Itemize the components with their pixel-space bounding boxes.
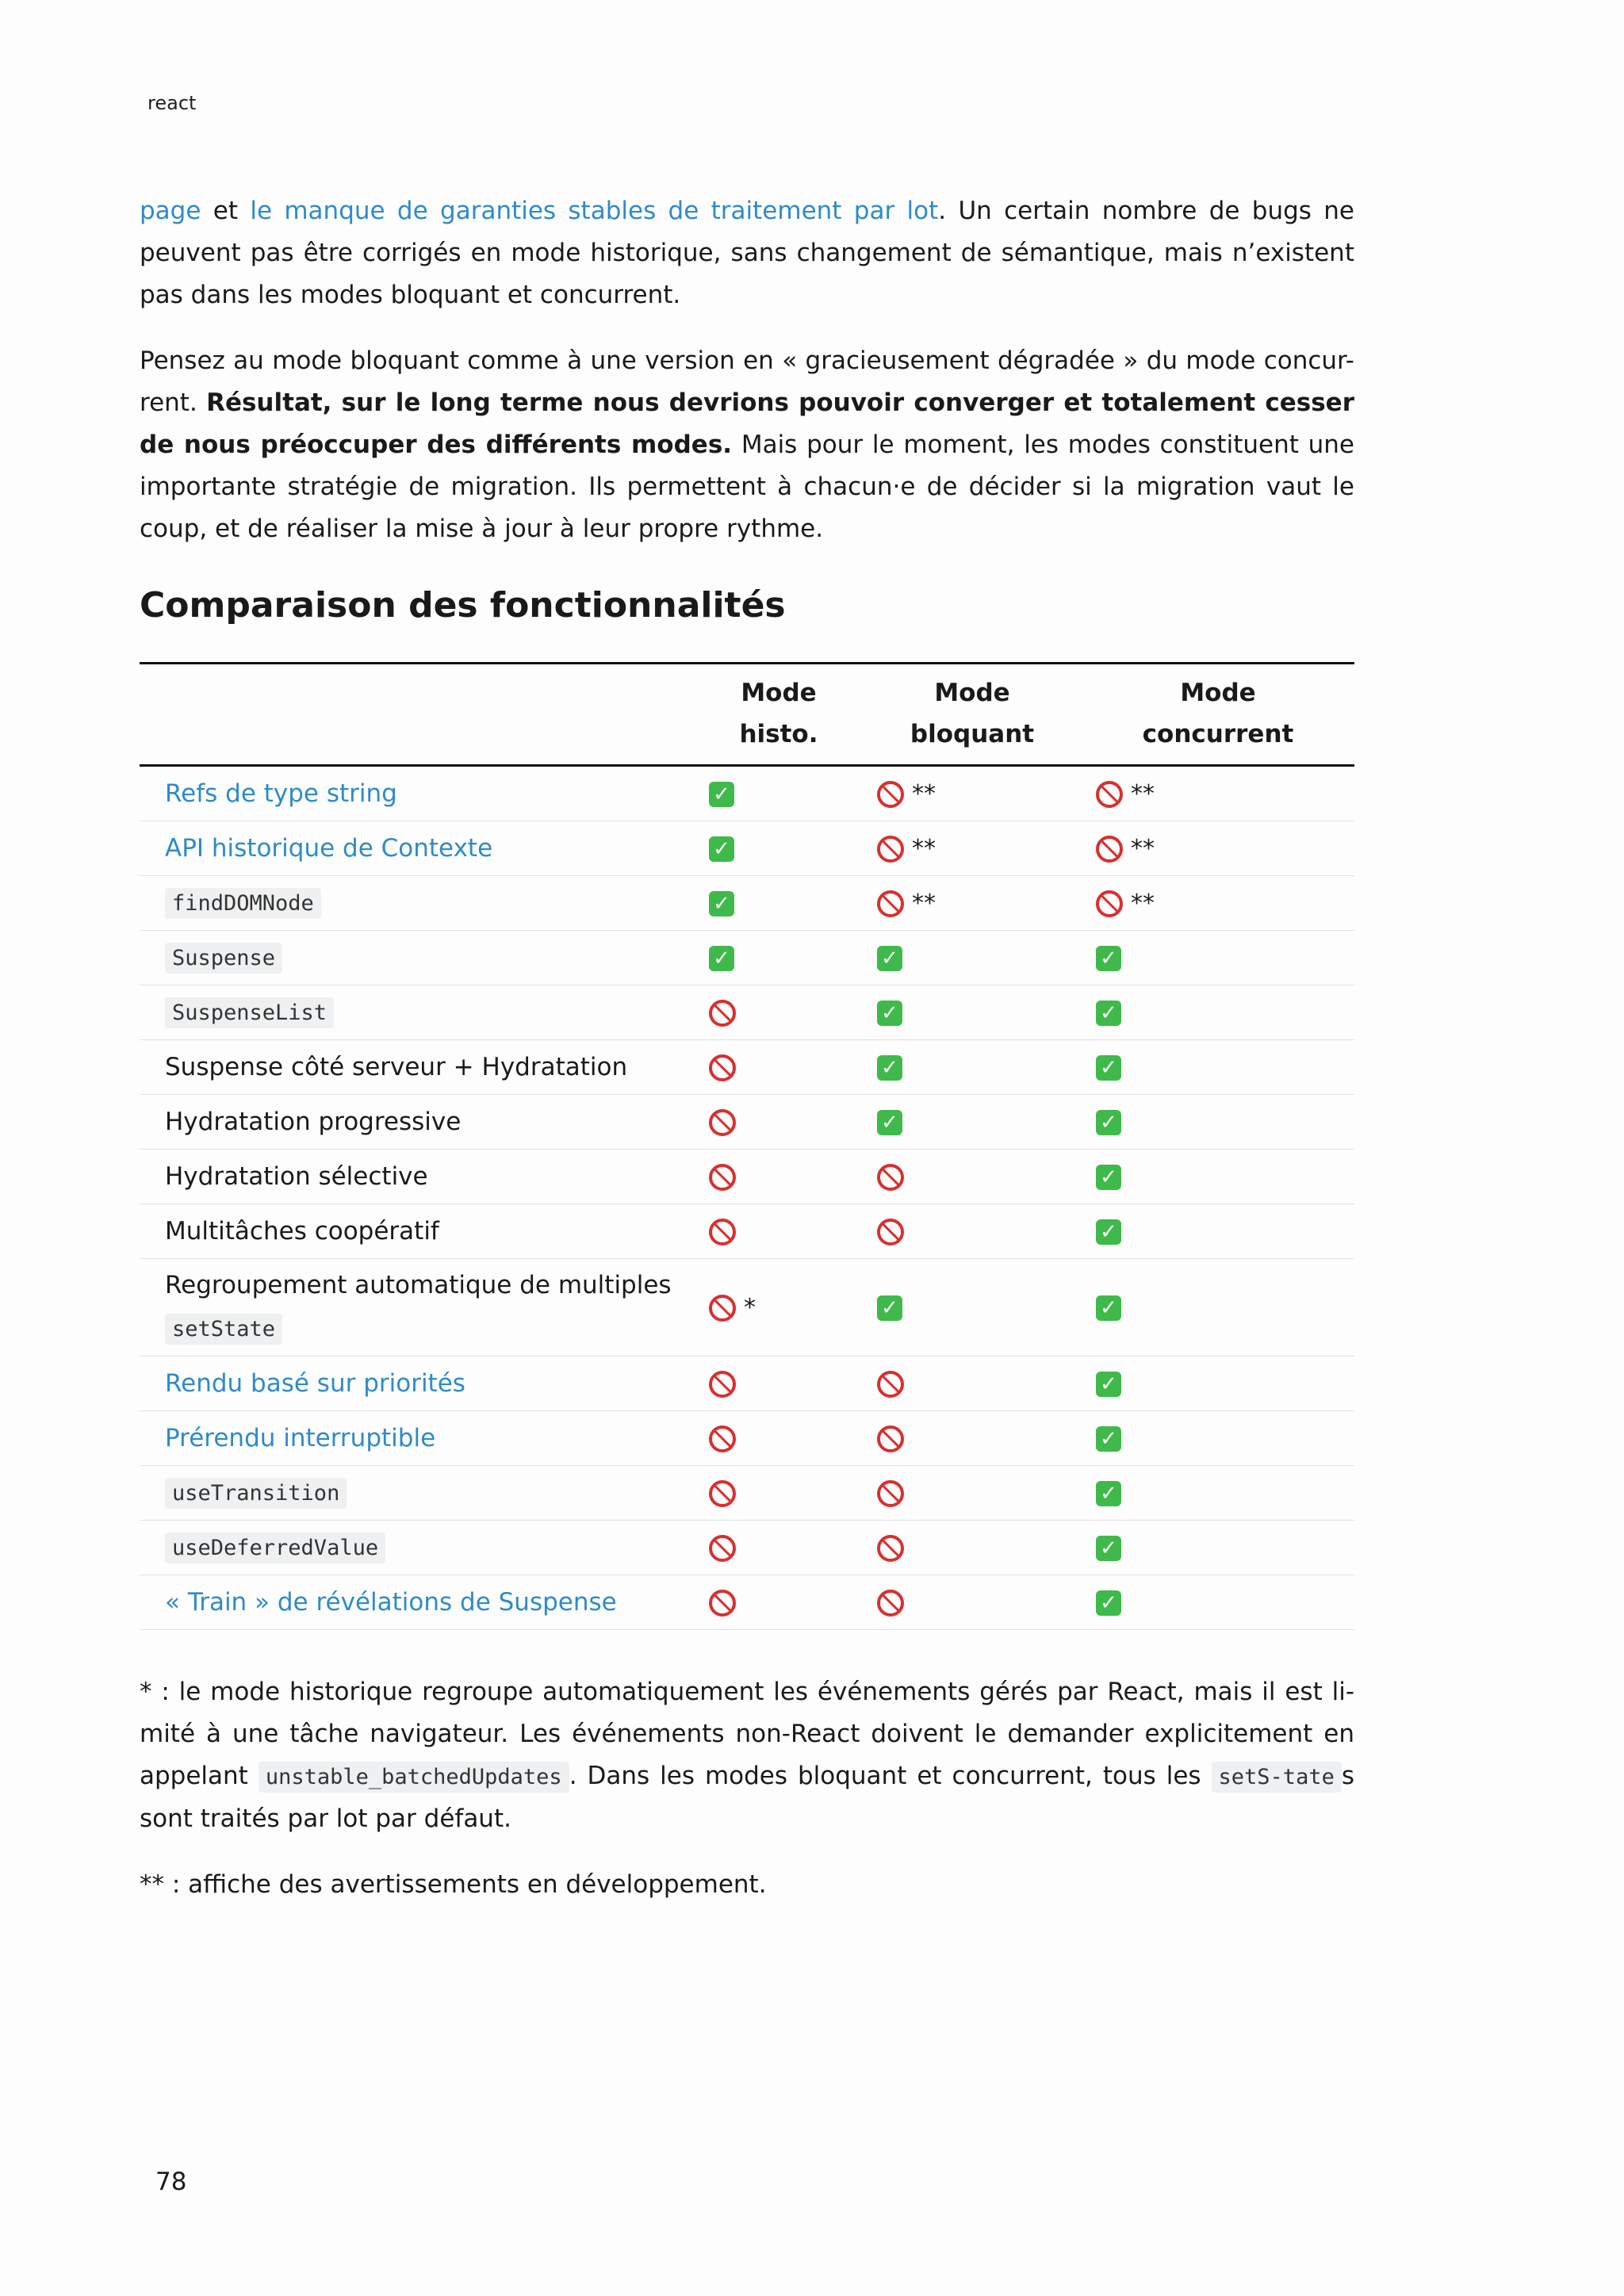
support-cell (1082, 985, 1354, 1039)
feature-name-cell (140, 1520, 695, 1575)
support-cell (863, 1203, 1082, 1258)
table-row (140, 1039, 1354, 1094)
support-cell (1082, 1575, 1354, 1629)
support-cell (695, 875, 863, 930)
feature-code-label: Suspense (165, 943, 282, 974)
prohibited-icon (709, 1425, 736, 1452)
feature-label: Regroupement automatique de multiples (165, 1270, 672, 1299)
table-row (140, 1094, 1354, 1149)
check-icon: ✓ (1096, 1219, 1121, 1245)
support-cell (695, 765, 863, 821)
header-feature-column (140, 663, 695, 765)
table-row (140, 875, 1354, 930)
table-row (140, 1203, 1354, 1258)
prohibited-icon (709, 1371, 736, 1398)
support-cell (1082, 1258, 1354, 1356)
check-icon: ✓ (1096, 1110, 1121, 1135)
feature-name-cell (140, 1203, 695, 1258)
check-icon: ✓ (709, 836, 734, 862)
code-unstable-batched-updates: unstable_batchedUpdates (259, 1762, 569, 1793)
feature-link[interactable]: API historique de Contexte (165, 833, 493, 863)
table-row (140, 1258, 1354, 1356)
footnote-marker: ** (1131, 835, 1155, 863)
feature-label: Hydratation progressive (165, 1107, 462, 1136)
feature-label: Multitâches coopératif (165, 1216, 439, 1246)
support-cell (863, 765, 1082, 821)
support-cell (863, 930, 1082, 985)
intro-bold-text: Résultat, sur le long terme nous devrions pouvoir converger et totalement cesser de nous préoccuper des différents modes. (140, 388, 1354, 459)
support-cell (1082, 1356, 1354, 1410)
support-cell (695, 1094, 863, 1149)
support-cell (863, 985, 1082, 1039)
support-cell (863, 1039, 1082, 1094)
prohibited-icon (1096, 890, 1123, 917)
prohibited-icon (1096, 781, 1123, 808)
prohibited-icon (877, 890, 904, 917)
footnote-single-star: * : le mode historique regroupe automatiquement les événements gérés par React, mais il est li-mité à une tâche navigateur. Les événements non-React doivent le demander explicitement en appelant unstable_batchedUpdates . Dans les modes bloquant et concurrent, tous les setS-tate s sont traités par lot par défaut. (140, 1677, 1354, 1833)
support-cell (863, 1149, 1082, 1203)
check-icon: ✓ (877, 1295, 902, 1321)
check-icon: ✓ (1096, 1426, 1121, 1452)
feature-label: Suspense côté serveur + Hydratation (165, 1052, 628, 1081)
support-cell (863, 1094, 1082, 1149)
table-row (140, 1520, 1354, 1575)
intro-text: . Un certain nombre de bugs ne peuvent pas être corrigés en mode historique, sans changement de sémantique, mais n’existent pas dans les modes bloquant et concurrent. (140, 197, 1355, 309)
intro-text: Mais pour le moment, les modes constituent une importante stratégie de migration. Ils permettent à chacun·e de décider si la migration vaut le coup, et de réaliser la mise à jour à leur propre rythme. (140, 430, 1355, 543)
support-cell (695, 1465, 863, 1520)
check-icon: ✓ (1096, 1590, 1121, 1616)
prohibited-icon (877, 1590, 904, 1617)
support-cell (1082, 1149, 1354, 1203)
feature-name-cell (140, 1356, 695, 1410)
prohibited-icon (709, 1000, 736, 1027)
support-cell (1082, 875, 1354, 930)
feature-code-label: useDeferredValue (165, 1533, 385, 1563)
support-cell (1082, 1203, 1354, 1258)
footnote-marker: ** (912, 780, 936, 809)
footnotes (140, 1671, 1354, 1906)
feature-code-label: SuspenseList (165, 997, 334, 1028)
link-batching-guarantees[interactable]: le manque de garanties stables de traitement par lot (250, 197, 939, 225)
check-icon: ✓ (877, 1055, 902, 1081)
support-cell (1082, 1039, 1354, 1094)
support-cell (695, 1410, 863, 1465)
feature-name-cell (140, 930, 695, 985)
support-cell (695, 985, 863, 1039)
support-cell (1082, 1520, 1354, 1575)
link-page[interactable]: page (140, 197, 201, 225)
prohibited-icon (877, 1164, 904, 1191)
header-concurrent-mode: Mode concurrent (1082, 663, 1354, 765)
feature-name-cell (140, 1039, 695, 1094)
check-icon: ✓ (877, 946, 902, 971)
feature-label: Hydratation sélective (165, 1161, 428, 1191)
feature-name-cell (140, 1465, 695, 1520)
feature-name-cell (140, 985, 695, 1039)
footnote-marker: * (744, 1294, 756, 1322)
support-cell (695, 1258, 863, 1356)
support-cell (695, 821, 863, 875)
table-row (140, 1410, 1354, 1465)
prohibited-icon (709, 1295, 736, 1322)
support-cell (863, 821, 1082, 875)
prohibited-icon (709, 1535, 736, 1562)
table-row (140, 985, 1354, 1039)
support-cell (863, 1356, 1082, 1410)
header-blocking-mode: Mode bloquant (863, 663, 1082, 765)
check-icon: ✓ (709, 946, 734, 971)
prohibited-icon (877, 1371, 904, 1398)
footnote-marker: ** (1131, 780, 1155, 809)
prohibited-icon (877, 1480, 904, 1507)
page-number: 78 (155, 2168, 187, 2196)
feature-name-cell (140, 875, 695, 930)
support-cell (1082, 1410, 1354, 1465)
support-cell (695, 1203, 863, 1258)
feature-name-cell (140, 821, 695, 875)
support-cell (1082, 1094, 1354, 1149)
footnote-marker: ** (1131, 890, 1155, 918)
intro-text: et (201, 197, 251, 225)
table-row (140, 1465, 1354, 1520)
prohibited-icon (877, 781, 904, 808)
prohibited-icon (877, 836, 904, 863)
feature-code-label: setState (165, 1314, 282, 1345)
table-row (140, 1149, 1354, 1203)
check-icon: ✓ (1096, 1372, 1121, 1397)
feature-name-cell (140, 1410, 695, 1465)
prohibited-icon (709, 1109, 736, 1136)
feature-code-label: findDOMNode (165, 888, 321, 919)
support-cell (863, 1575, 1082, 1629)
check-icon: ✓ (1096, 1055, 1121, 1081)
code-setstate: setS-tate (1212, 1762, 1342, 1793)
support-cell (1082, 821, 1354, 875)
check-icon: ✓ (877, 1001, 902, 1026)
intro-text: Pensez au mode bloquant comme à une version en « gracieusement dégradée » du mode concur-rent. (140, 346, 1354, 417)
feature-name-cell (140, 1094, 695, 1149)
support-cell (863, 875, 1082, 930)
table-row (140, 821, 1354, 875)
prohibited-icon (709, 1219, 736, 1246)
check-icon: ✓ (1096, 1001, 1121, 1026)
table-header-row (140, 663, 1354, 765)
support-cell (695, 1149, 863, 1203)
footnote-marker: ** (912, 890, 936, 918)
support-cell (695, 1356, 863, 1410)
support-cell (863, 1258, 1082, 1356)
footnote-marker: ** (912, 835, 936, 863)
feature-name-cell (140, 1149, 695, 1203)
feature-comparison-table (140, 662, 1354, 1630)
feature-name-cell (140, 1258, 695, 1356)
feature-name-cell (140, 1575, 695, 1629)
check-icon: ✓ (877, 1110, 902, 1135)
prohibited-icon (877, 1425, 904, 1452)
table-row (140, 930, 1354, 985)
feature-code-label: useTransition (165, 1478, 347, 1509)
feature-link[interactable]: Prérendu interruptible (165, 1423, 436, 1452)
check-icon: ✓ (1096, 1165, 1121, 1190)
support-cell (1082, 765, 1354, 821)
header-legacy-mode: Mode histo. (695, 663, 863, 765)
support-cell (863, 1465, 1082, 1520)
support-cell (695, 1520, 863, 1575)
page-content (140, 190, 1354, 1930)
support-cell (1082, 930, 1354, 985)
check-icon: ✓ (1096, 1536, 1121, 1561)
check-icon: ✓ (1096, 946, 1121, 971)
prohibited-icon (709, 1054, 736, 1081)
prohibited-icon (709, 1480, 736, 1507)
feature-name-cell (140, 765, 695, 821)
running-header: react (147, 92, 197, 114)
support-cell (695, 1575, 863, 1629)
check-icon: ✓ (1096, 1481, 1121, 1506)
support-cell (863, 1410, 1082, 1465)
support-cell (1082, 1465, 1354, 1520)
feature-link[interactable]: Refs de type string (165, 779, 397, 808)
intro-paragraph-1 (140, 190, 1354, 316)
feature-link[interactable]: « Train » de révélations de Suspense (165, 1587, 617, 1617)
section-title: Comparaison des fonctionnalités (140, 585, 786, 626)
feature-link[interactable]: Rendu basé sur priorités (165, 1368, 465, 1398)
prohibited-icon (877, 1219, 904, 1246)
table-row (140, 1356, 1354, 1410)
check-icon: ✓ (1096, 1295, 1121, 1321)
prohibited-icon (709, 1590, 736, 1617)
check-icon: ✓ (709, 782, 734, 807)
table-row (140, 1575, 1354, 1629)
footnote-double-star: ** : affiche des avertissements en développement. (140, 1869, 767, 1899)
table-row (140, 765, 1354, 821)
check-icon: ✓ (709, 891, 734, 916)
support-cell (695, 1039, 863, 1094)
prohibited-icon (1096, 836, 1123, 863)
prohibited-icon (709, 1164, 736, 1191)
support-cell (863, 1520, 1082, 1575)
support-cell (695, 930, 863, 985)
intro-paragraph-2 (140, 340, 1354, 550)
prohibited-icon (877, 1535, 904, 1562)
